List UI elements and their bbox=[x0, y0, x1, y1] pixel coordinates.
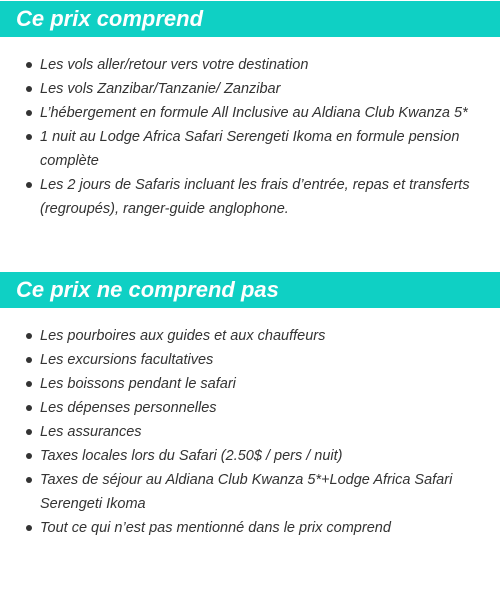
bullet-icon bbox=[26, 453, 32, 459]
list-item bbox=[0, 396, 500, 420]
list-item bbox=[0, 372, 500, 396]
bullet-icon bbox=[26, 381, 32, 387]
bullet-icon bbox=[26, 357, 32, 363]
list-item bbox=[0, 468, 500, 516]
bullet-icon bbox=[26, 333, 32, 339]
section-title-included: Ce prix comprend bbox=[16, 6, 204, 31]
bullet-icon bbox=[26, 182, 32, 188]
bullet-icon bbox=[26, 134, 32, 140]
list-item bbox=[0, 516, 500, 540]
bullet-icon bbox=[26, 429, 32, 435]
list-item-text: 1 nuit au Lodge Africa Safari Serengeti Ikoma en formule pension complète bbox=[40, 129, 460, 169]
bullet-icon bbox=[26, 110, 32, 116]
list-item-text: Taxes locales lors du Safari (2.50$ / pers / nuit) bbox=[40, 448, 343, 464]
list-item-text: Les pourboires aux guides et aux chauffeurs bbox=[40, 328, 326, 344]
list-item-text: Les boissons pendant le safari bbox=[40, 376, 236, 392]
list-item bbox=[0, 324, 500, 348]
bullet-icon bbox=[26, 62, 32, 68]
bullet-icon bbox=[26, 525, 32, 531]
list-item-text: L’hébergement en formule All Inclusive au Aldiana Club Kwanza 5* bbox=[40, 105, 468, 121]
list-item-text: Les vols aller/retour vers votre destination bbox=[40, 57, 309, 73]
list-item bbox=[0, 53, 500, 77]
list-item bbox=[0, 348, 500, 372]
bullet-icon bbox=[26, 405, 32, 411]
section-header-included bbox=[0, 1, 500, 37]
list-item bbox=[0, 420, 500, 444]
not-included-list bbox=[0, 324, 500, 540]
list-item-text: Tout ce qui n’est pas mentionné dans le prix comprend bbox=[40, 520, 391, 536]
list-item bbox=[0, 101, 500, 125]
included-list bbox=[0, 53, 500, 221]
bullet-icon bbox=[26, 477, 32, 483]
list-item-text: Les 2 jours de Safaris incluant les frais d’entrée, repas et transferts (regroupés), ranger-guide anglophone. bbox=[40, 177, 470, 217]
list-item bbox=[0, 125, 500, 173]
list-item-text: Les vols Zanzibar/Tanzanie/ Zanzibar bbox=[40, 81, 281, 97]
list-item-text: Les dépenses personnelles bbox=[40, 400, 217, 416]
list-item-text: Taxes de séjour au Aldiana Club Kwanza 5*+Lodge Africa Safari Serengeti Ikoma bbox=[40, 472, 453, 512]
bullet-icon bbox=[26, 86, 32, 92]
list-item bbox=[0, 444, 500, 468]
section-header-not-included bbox=[0, 272, 500, 308]
list-item bbox=[0, 77, 500, 101]
list-item bbox=[0, 173, 500, 221]
list-item-text: Les excursions facultatives bbox=[40, 352, 214, 368]
section-title-not-included: Ce prix ne comprend pas bbox=[16, 277, 279, 302]
list-item-text: Les assurances bbox=[40, 424, 142, 440]
